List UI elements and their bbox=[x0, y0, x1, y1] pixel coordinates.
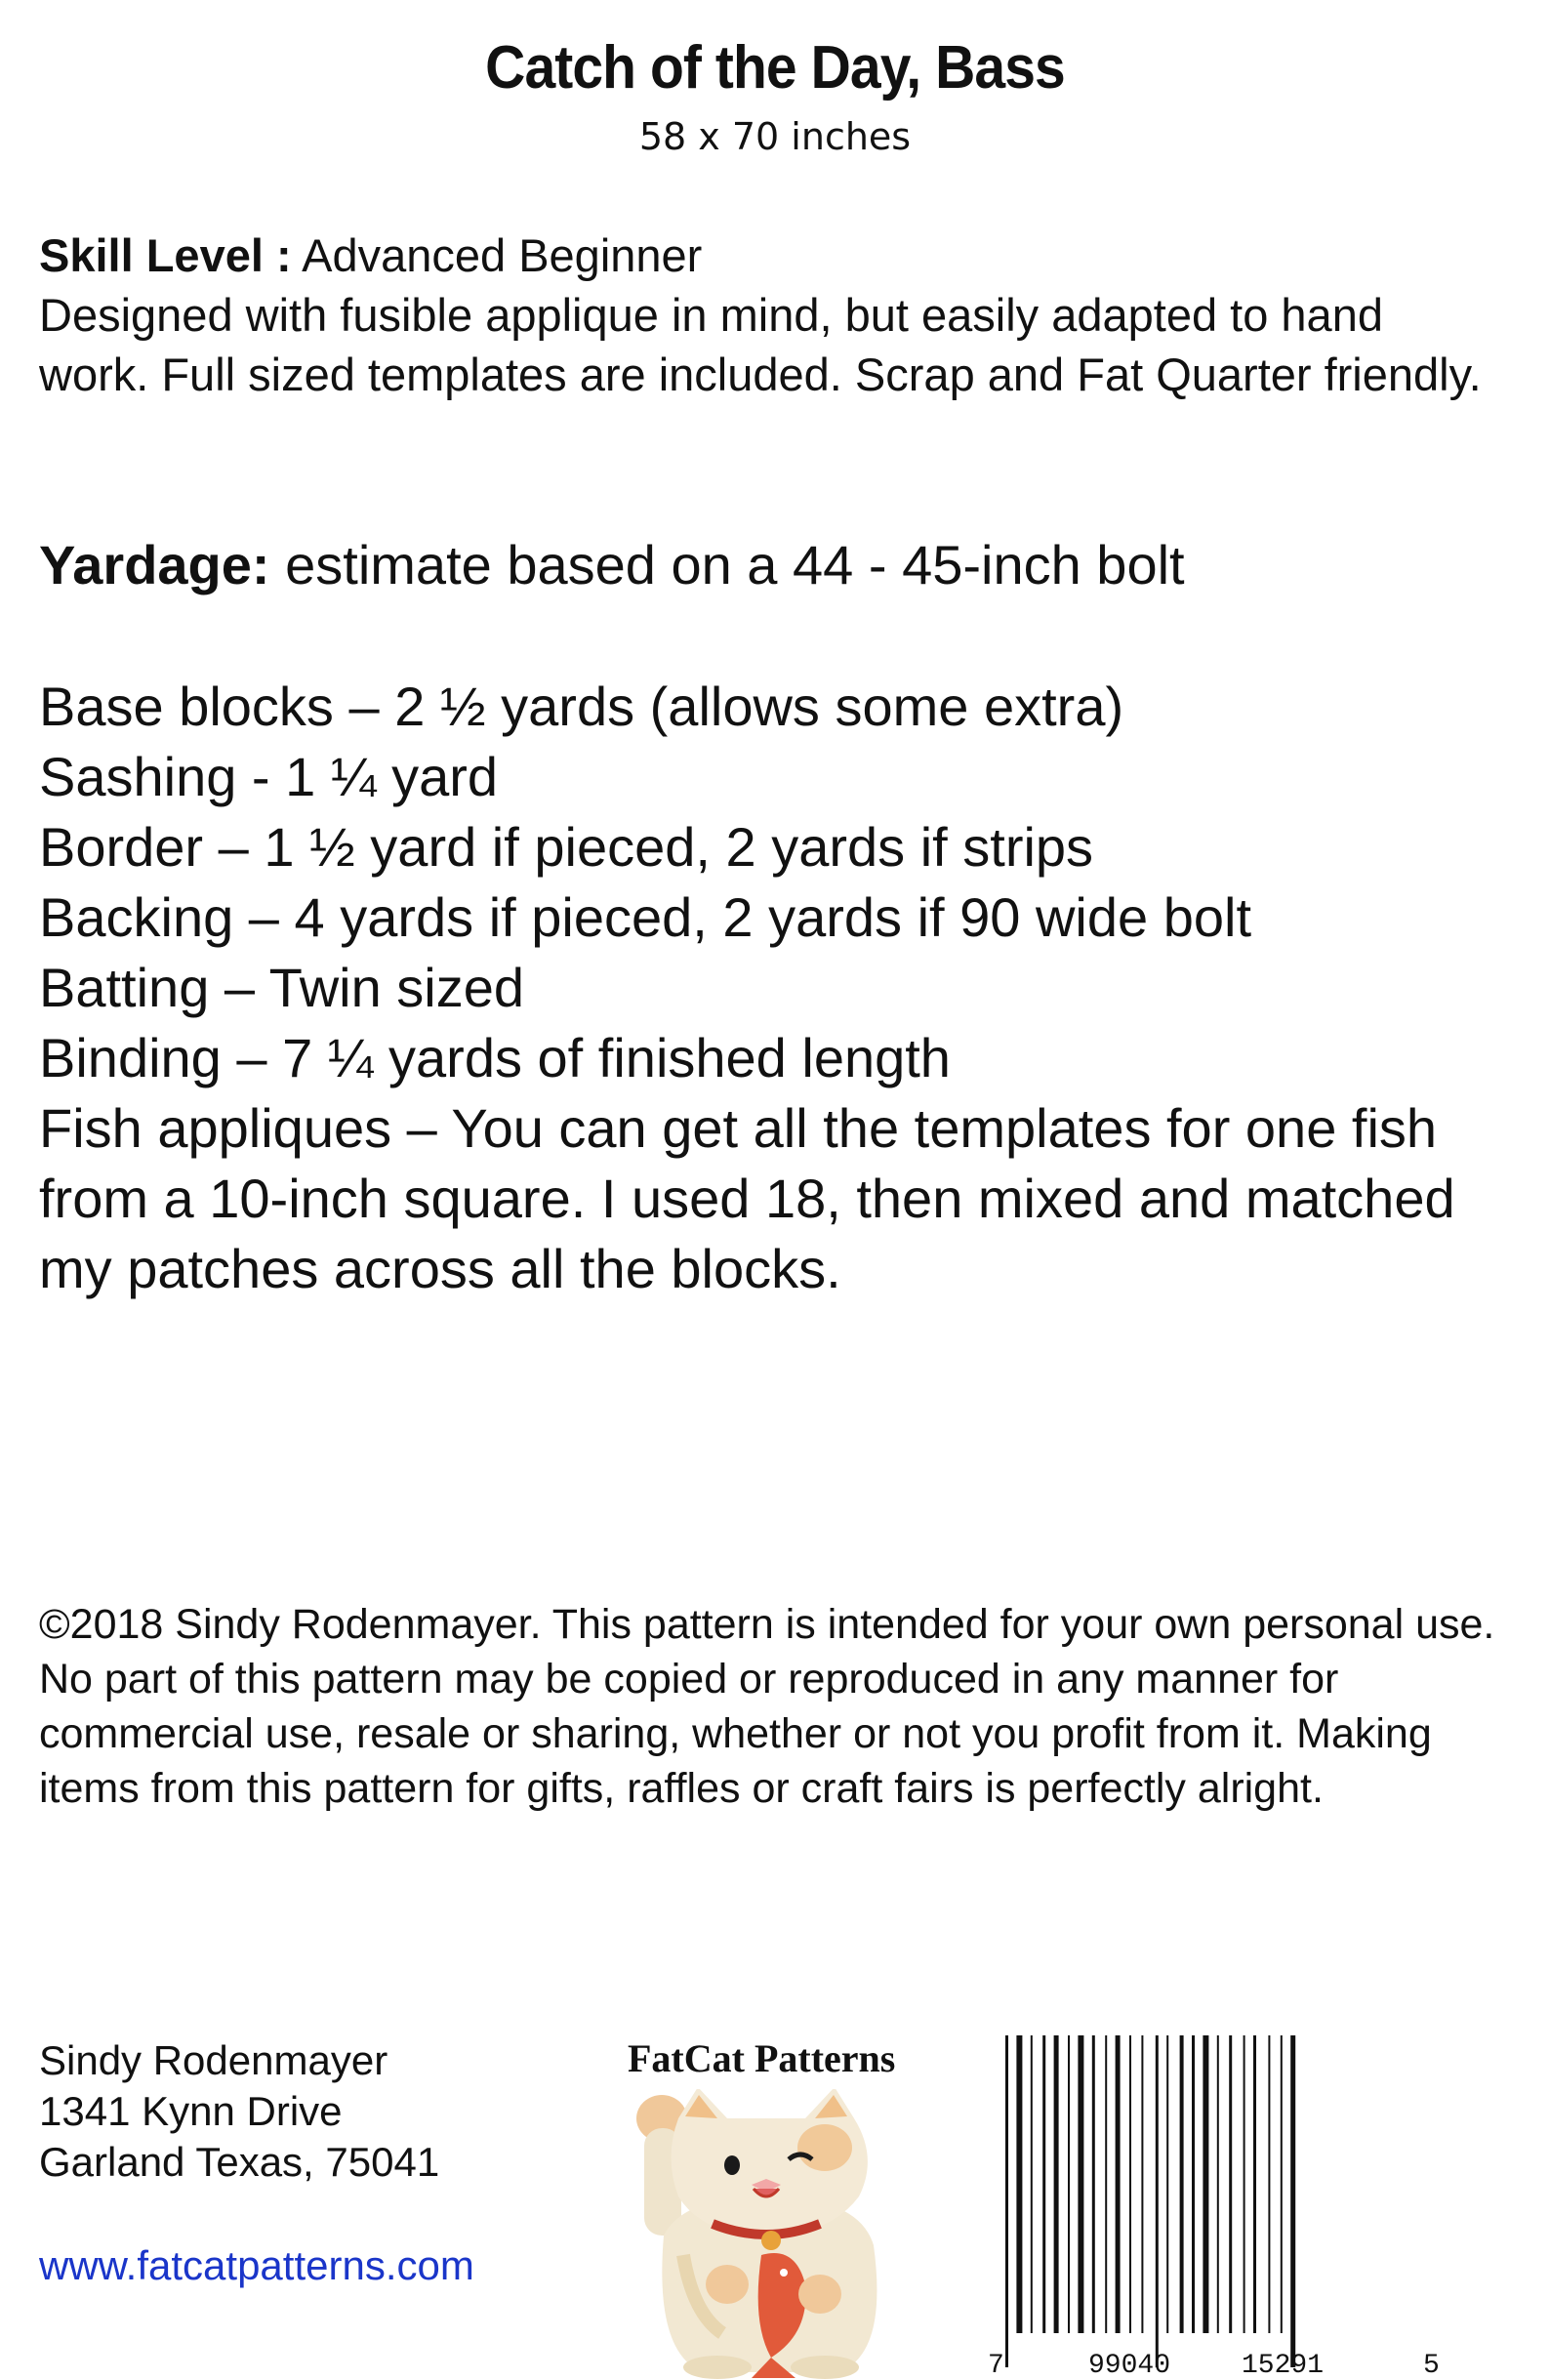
barcode-bar bbox=[1042, 2035, 1045, 2333]
barcode-bar bbox=[1268, 2035, 1270, 2333]
yardage-item: Backing – 4 yards if pieced, 2 yards if 90 wide bolt bbox=[39, 886, 1252, 948]
yardage-item: Batting – Twin sized bbox=[39, 957, 525, 1018]
barcode-bar bbox=[1054, 2035, 1059, 2333]
quilt-size: 58 x 70 inches bbox=[638, 115, 912, 158]
barcode-bar bbox=[1105, 2035, 1107, 2333]
contact-city: Garland Texas, 75041 bbox=[39, 2139, 440, 2185]
lucky-cat-quilt-icon bbox=[625, 2089, 908, 2380]
barcode-bar bbox=[1129, 2035, 1131, 2333]
barcode-digit: 5 bbox=[1423, 2351, 1440, 2380]
barcode-bar bbox=[1166, 2035, 1168, 2333]
barcode-bar bbox=[1253, 2035, 1256, 2333]
skill-level bbox=[39, 226, 1503, 285]
barcode-digit: 7 bbox=[988, 2351, 1004, 2380]
contact-name: Sindy Rodenmayer bbox=[39, 2037, 388, 2083]
brand-logo-text: FatCat Patterns bbox=[628, 2036, 896, 2080]
barcode-bar bbox=[1116, 2035, 1121, 2333]
contact-address bbox=[39, 2035, 625, 2188]
contact-street: 1341 Kynn Drive bbox=[39, 2088, 343, 2134]
barcode-digit: 15291 bbox=[1242, 2351, 1325, 2380]
yardage-note: estimate based on a 44 - 45-inch bolt bbox=[285, 534, 1185, 595]
barcode-bar bbox=[1203, 2035, 1208, 2333]
barcode-bar bbox=[1031, 2035, 1033, 2333]
barcode-bar bbox=[1078, 2035, 1083, 2333]
barcode-bar bbox=[1141, 2035, 1143, 2333]
barcode-bar bbox=[1192, 2035, 1195, 2333]
website-link[interactable]: www.fatcatpatterns.com bbox=[39, 2242, 474, 2288]
skill-level-label: Skill Level : bbox=[39, 229, 292, 281]
yardage-item: Binding – 7 ¼ yards of finished length bbox=[39, 1027, 951, 1088]
yardage-label: Yardage: bbox=[39, 534, 270, 595]
pattern-title: Catch of the Day, Bass bbox=[485, 34, 1065, 102]
yardage-item: Fish appliques – You can get all the templates for one fish from a 10-inch square. I used 18, then mixed and matched my patches across all the blocks. bbox=[39, 1097, 1455, 1299]
yardage-item: Border – 1 ½ yard if pieced, 2 yards if strips bbox=[39, 816, 1094, 878]
yardage-item: Sashing - 1 ¼ yard bbox=[39, 746, 499, 807]
yardage-item: Base blocks – 2 ½ yards (allows some extra) bbox=[39, 676, 1124, 737]
yardage-list bbox=[39, 672, 1523, 1304]
yardage-heading bbox=[39, 530, 1503, 600]
barcode bbox=[986, 2035, 1445, 2380]
skill-level-value: Advanced Beginner bbox=[302, 229, 703, 281]
pattern-description: Designed with fusible applique in mind, but easily adapted to hand work. Full sized templates are included. Scrap and Fat Quarter friendly. bbox=[39, 289, 1482, 400]
barcode-bar bbox=[1180, 2035, 1184, 2333]
barcode-bar bbox=[1005, 2035, 1008, 2367]
barcode-bar bbox=[1217, 2035, 1219, 2333]
barcode-bar bbox=[1016, 2035, 1022, 2333]
barcode-bar bbox=[1244, 2035, 1245, 2333]
barcode-bar bbox=[1281, 2035, 1283, 2333]
barcode-bar bbox=[1290, 2035, 1295, 2367]
barcode-digit: 99040 bbox=[1088, 2351, 1171, 2380]
barcode-bar bbox=[1092, 2035, 1095, 2333]
barcode-bar bbox=[1156, 2035, 1159, 2367]
barcode-bar bbox=[1068, 2035, 1070, 2333]
copyright-notice: ©2018 Sindy Rodenmayer. This pattern is intended for your own personal use. No part of this pattern may be copied or reproduced in any manner for commercial use, resale or sharing, whether or not you profit from it. Making items from this pattern for gifts, raffles or craft fairs is perfectly alright. bbox=[39, 1601, 1495, 1812]
barcode-bar bbox=[1229, 2035, 1232, 2333]
